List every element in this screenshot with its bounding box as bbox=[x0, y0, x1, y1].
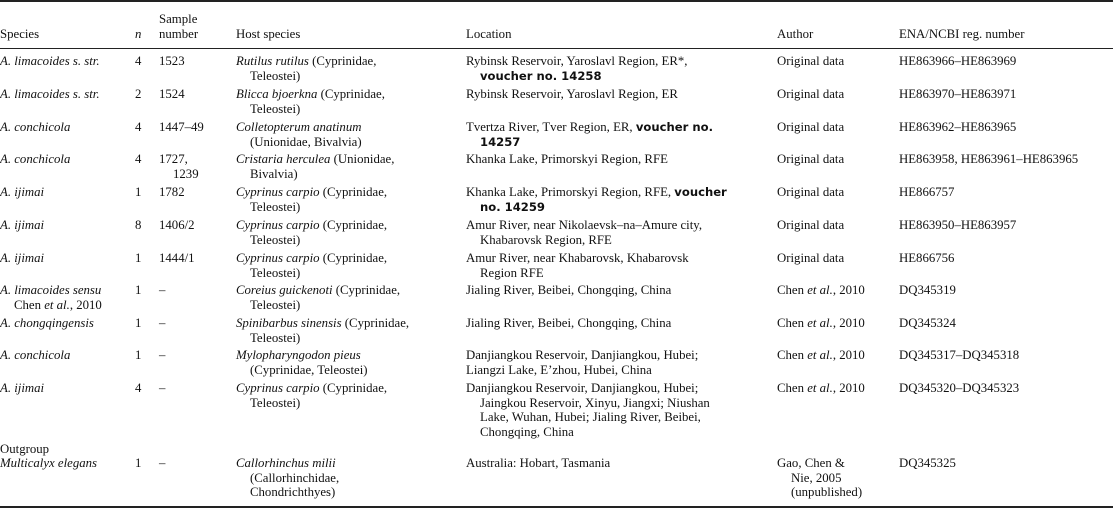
location-cell: Australia: Hobart, Tasmania bbox=[466, 456, 611, 470]
sample-cell: 1727, bbox=[159, 152, 188, 166]
host-name: Blicca bjoerkna bbox=[236, 87, 318, 101]
author-cell bbox=[777, 283, 865, 298]
author-year: , 2010 bbox=[832, 381, 865, 395]
species-genus: A. bbox=[0, 120, 12, 134]
host-line2: (Callorhinchidae, bbox=[250, 470, 340, 485]
host-cell bbox=[236, 316, 409, 331]
species-cell bbox=[0, 381, 44, 396]
location-cell-l2: Khabarovsk Region, RFE bbox=[480, 232, 612, 247]
n-cell: 4 bbox=[135, 381, 142, 395]
sample-cell: – bbox=[159, 381, 166, 395]
sample-cell-l2: 1239 bbox=[173, 166, 199, 181]
host-rest: (Cyprinidae, bbox=[319, 185, 388, 199]
header-sample-1: Sample bbox=[159, 12, 198, 26]
sample-cell: – bbox=[159, 316, 166, 330]
header-rule bbox=[0, 48, 1113, 49]
sample-cell: – bbox=[159, 456, 166, 470]
location-cell: Khanka Lake, Primorskyi Region, RFE bbox=[466, 152, 668, 166]
reg-cell: HE866757 bbox=[899, 185, 955, 199]
species-cell bbox=[0, 185, 44, 200]
author-name: Chen bbox=[777, 348, 808, 362]
species-cell bbox=[0, 283, 101, 298]
header-location: Location bbox=[466, 27, 512, 41]
species-etal: et al. bbox=[44, 297, 70, 312]
species-cell bbox=[0, 316, 94, 331]
species-cell bbox=[0, 152, 70, 167]
sample-cell: 1406/2 bbox=[159, 218, 195, 232]
location-cell-l2: Liangzi Lake, E’zhou, Hubei, China bbox=[466, 362, 652, 377]
species-cell bbox=[0, 348, 70, 363]
author-year: , 2010 bbox=[832, 316, 865, 330]
species-name: chongqingensis bbox=[14, 316, 94, 330]
host-cell-l3 bbox=[236, 485, 335, 500]
location-cell: Rybinsk Reservoir, Yaroslavl Region, ER bbox=[466, 87, 678, 101]
species-genus: A. bbox=[0, 54, 12, 68]
n-cell: 1 bbox=[135, 251, 142, 265]
location-cell: Danjiangkou Reservoir, Danjiangkou, Hubei; bbox=[466, 381, 699, 395]
species-author: Chen bbox=[14, 297, 45, 312]
n-cell: 1 bbox=[135, 316, 142, 330]
host-cell bbox=[236, 54, 376, 69]
author-etal: et al. bbox=[807, 381, 833, 395]
host-line2: Teleostei) bbox=[250, 232, 301, 247]
host-cell bbox=[236, 87, 385, 102]
header-host: Host species bbox=[236, 27, 301, 41]
author-year: , 2010 bbox=[832, 348, 865, 362]
host-cell-l2 bbox=[236, 167, 298, 182]
species-cell bbox=[0, 251, 44, 266]
author-cell-l2: Nie, 2005 bbox=[791, 470, 842, 485]
host-cell bbox=[236, 381, 387, 396]
host-cell-l2 bbox=[236, 331, 300, 346]
sample-cell: – bbox=[159, 283, 166, 297]
location-cell: Danjiangkou Reservoir, Danjiangkou, Hubei; bbox=[466, 348, 699, 362]
species-genus: A. bbox=[0, 348, 12, 362]
host-cell-l2 bbox=[236, 69, 300, 84]
host-cell-l2 bbox=[236, 298, 300, 313]
host-name: Cyprinus carpio bbox=[236, 218, 320, 232]
author-cell bbox=[777, 381, 865, 396]
host-rest: (Cyprinidae, bbox=[332, 283, 401, 297]
author-cell: Gao, Chen & bbox=[777, 456, 845, 470]
location-cell-l4: Chongqing, China bbox=[480, 424, 574, 439]
location-cell: Amur River, near Khabarovsk, Khabarovsk bbox=[466, 251, 689, 265]
host-rest: (Cyprinidae, bbox=[319, 218, 388, 232]
host-line2: Teleostei) bbox=[250, 395, 301, 410]
location-cell: Amur River, near Nikolaevsk–na–Amure city, bbox=[466, 218, 703, 232]
species-name: ijimai bbox=[14, 251, 45, 265]
reg-cell: HE863962–HE863965 bbox=[899, 120, 1017, 134]
sample-cell: 1524 bbox=[159, 87, 185, 101]
host-name: Cyprinus carpio bbox=[236, 381, 320, 395]
species-cell bbox=[0, 120, 70, 135]
host-cell bbox=[236, 251, 387, 266]
species-year: , 2010 bbox=[69, 297, 102, 312]
host-line2: (Unionidae, Bivalvia) bbox=[250, 134, 362, 149]
author-name: Chen bbox=[777, 381, 808, 395]
header-sample-2: number bbox=[159, 27, 199, 41]
host-line2: (Cyprinidae, Teleostei) bbox=[250, 362, 368, 377]
host-cell-l2 bbox=[236, 396, 300, 411]
author-cell: Original data bbox=[777, 87, 845, 101]
species-cell: Multicalyx elegans bbox=[0, 456, 98, 470]
author-etal: et al. bbox=[807, 316, 833, 330]
n-cell: 1 bbox=[135, 348, 142, 362]
host-cell bbox=[236, 218, 387, 233]
host-cell-l2 bbox=[236, 471, 339, 486]
species-name: conchicola bbox=[14, 152, 71, 166]
location-cell-l3: Lake, Wuhan, Hubei; Jialing River, Beibei, bbox=[480, 410, 701, 424]
location-cell: Jialing River, Beibei, Chongqing, China bbox=[466, 283, 672, 297]
header-author: Author bbox=[777, 27, 814, 41]
host-line2: Teleostei) bbox=[250, 330, 301, 345]
reg-cell: DQ345325 bbox=[899, 456, 956, 470]
species-name: limacoides s. str. bbox=[14, 54, 100, 68]
location-voucher-2: no. 14259 bbox=[480, 200, 545, 214]
author-etal: et al. bbox=[807, 348, 833, 362]
host-cell bbox=[236, 283, 400, 298]
location-cell-l2: Region RFE bbox=[480, 265, 544, 280]
author-cell: Original data bbox=[777, 54, 845, 68]
species-name: limacoides sensu bbox=[14, 283, 102, 297]
species-name: ijimai bbox=[14, 218, 45, 232]
location-voucher-2: 14257 bbox=[480, 135, 521, 149]
host-cell-l2 bbox=[236, 363, 368, 378]
host-cell: Mylopharyngodon pieus bbox=[236, 348, 361, 362]
species-genus: A. bbox=[0, 251, 12, 265]
host-cell bbox=[236, 185, 387, 200]
n-cell: 4 bbox=[135, 152, 142, 166]
species-genus: A. bbox=[0, 381, 12, 395]
sample-cell: 1782 bbox=[159, 185, 185, 199]
n-cell: 1 bbox=[135, 185, 142, 199]
species-genus: A. bbox=[0, 185, 12, 199]
reg-cell: DQ345319 bbox=[899, 283, 956, 297]
species-name: ijimai bbox=[14, 381, 45, 395]
n-cell: 1 bbox=[135, 283, 142, 297]
host-name: Cyprinus carpio bbox=[236, 251, 320, 265]
location-cell bbox=[466, 120, 713, 135]
n-cell: 4 bbox=[135, 120, 142, 134]
n-cell: 2 bbox=[135, 87, 142, 101]
host-rest: (Cyprinidae, bbox=[308, 54, 377, 68]
sample-cell: – bbox=[159, 348, 166, 362]
host-line3: Chondrichthyes) bbox=[250, 485, 336, 499]
location-voucher: voucher bbox=[674, 185, 727, 199]
author-cell: Original data bbox=[777, 120, 845, 134]
location-cell: Jialing River, Beibei, Chongqing, China bbox=[466, 316, 672, 330]
author-cell: Original data bbox=[777, 251, 845, 265]
reg-cell: HE863966–HE863969 bbox=[899, 54, 1017, 68]
host-cell: Colletopterum anatinum bbox=[236, 120, 362, 134]
host-cell-l2 bbox=[236, 200, 300, 215]
author-cell bbox=[777, 348, 865, 363]
host-rest: (Cyprinidae, bbox=[319, 251, 388, 265]
location-cell-l2: Jaingkou Reservoir, Xinyu, Jiangxi; Niushan bbox=[480, 395, 710, 410]
species-genus: A. bbox=[0, 218, 12, 232]
location-cell: Rybinsk Reservoir, Yaroslavl Region, ER*, bbox=[466, 54, 688, 68]
reg-cell: DQ345324 bbox=[899, 316, 956, 330]
author-name: Chen bbox=[777, 283, 808, 297]
reg-cell: DQ345320–DQ345323 bbox=[899, 381, 1020, 395]
host-name: Coreius guickenoti bbox=[236, 283, 333, 297]
host-line2: Bivalvia) bbox=[250, 166, 298, 181]
header-n: n bbox=[135, 27, 142, 41]
location-voucher: voucher no. 14258 bbox=[480, 69, 602, 83]
author-year: , 2010 bbox=[832, 283, 865, 297]
sample-cell: 1444/1 bbox=[159, 251, 195, 265]
location-cell bbox=[466, 185, 727, 200]
species-cell-l2 bbox=[14, 298, 102, 313]
author-cell: Original data bbox=[777, 152, 845, 166]
species-name: conchicola bbox=[14, 348, 71, 362]
host-line2: Teleostei) bbox=[250, 68, 301, 83]
host-rest: (Cyprinidae, bbox=[317, 87, 385, 101]
host-cell-l2 bbox=[236, 135, 362, 150]
n-cell: 4 bbox=[135, 54, 142, 68]
host-name: Cyprinus carpio bbox=[236, 185, 320, 199]
species-genus: A. bbox=[0, 283, 12, 297]
host-rest: (Unionidae, bbox=[330, 152, 395, 166]
reg-cell: HE863950–HE863957 bbox=[899, 218, 1017, 232]
species-name: ijimai bbox=[14, 185, 45, 199]
reg-cell: DQ345317–DQ345318 bbox=[899, 348, 1020, 362]
species-genus: A. bbox=[0, 316, 12, 330]
species-cell bbox=[0, 54, 100, 69]
outgroup-label: Outgroup bbox=[0, 442, 50, 456]
species-genus: A. bbox=[0, 152, 12, 166]
author-cell: Original data bbox=[777, 218, 845, 232]
sample-cell: 1447–49 bbox=[159, 120, 204, 134]
host-rest: (Cyprinidae, bbox=[319, 381, 388, 395]
reg-cell: HE863970–HE863971 bbox=[899, 87, 1017, 101]
author-cell: Original data bbox=[777, 185, 845, 199]
host-cell: Callorhinchus milii bbox=[236, 456, 336, 470]
author-cell bbox=[777, 316, 865, 331]
host-name: Cristaria herculea bbox=[236, 152, 331, 166]
species-genus: A. bbox=[0, 87, 12, 101]
host-cell-l2 bbox=[236, 266, 300, 281]
host-cell bbox=[236, 152, 394, 167]
host-line2: Teleostei) bbox=[250, 297, 301, 312]
host-rest: (Cyprinidae, bbox=[341, 316, 410, 330]
species-cell bbox=[0, 87, 100, 102]
author-cell-l3: (unpublished) bbox=[791, 485, 863, 499]
host-line2: Teleostei) bbox=[250, 265, 301, 280]
species-cell bbox=[0, 218, 44, 233]
host-cell-l2 bbox=[236, 233, 300, 248]
location-text: Tvertza River, Tver Region, ER, bbox=[466, 120, 633, 134]
host-name: Rutilus rutilus bbox=[236, 54, 309, 68]
n-cell: 8 bbox=[135, 218, 142, 232]
location-voucher: voucher no. bbox=[635, 120, 713, 134]
host-name: Spinibarbus sinensis bbox=[236, 316, 342, 330]
author-name: Chen bbox=[777, 316, 808, 330]
header-species: Species bbox=[0, 27, 40, 41]
n-cell: 1 bbox=[135, 456, 142, 470]
location-text: Khanka Lake, Primorskyi Region, RFE, bbox=[466, 185, 672, 199]
reg-cell: HE863958, HE863961–HE863965 bbox=[899, 152, 1079, 166]
top-rule bbox=[0, 0, 1113, 2]
host-line2: Teleostei) bbox=[250, 101, 301, 116]
species-name: limacoides s. str. bbox=[14, 87, 100, 101]
sample-cell: 1523 bbox=[159, 54, 185, 68]
header-reg: ENA/NCBI reg. number bbox=[899, 27, 1025, 41]
reg-cell: HE866756 bbox=[899, 251, 955, 265]
author-etal: et al. bbox=[807, 283, 833, 297]
species-name: conchicola bbox=[14, 120, 71, 134]
host-line2: Teleostei) bbox=[250, 199, 301, 214]
host-cell-l2 bbox=[236, 102, 300, 117]
